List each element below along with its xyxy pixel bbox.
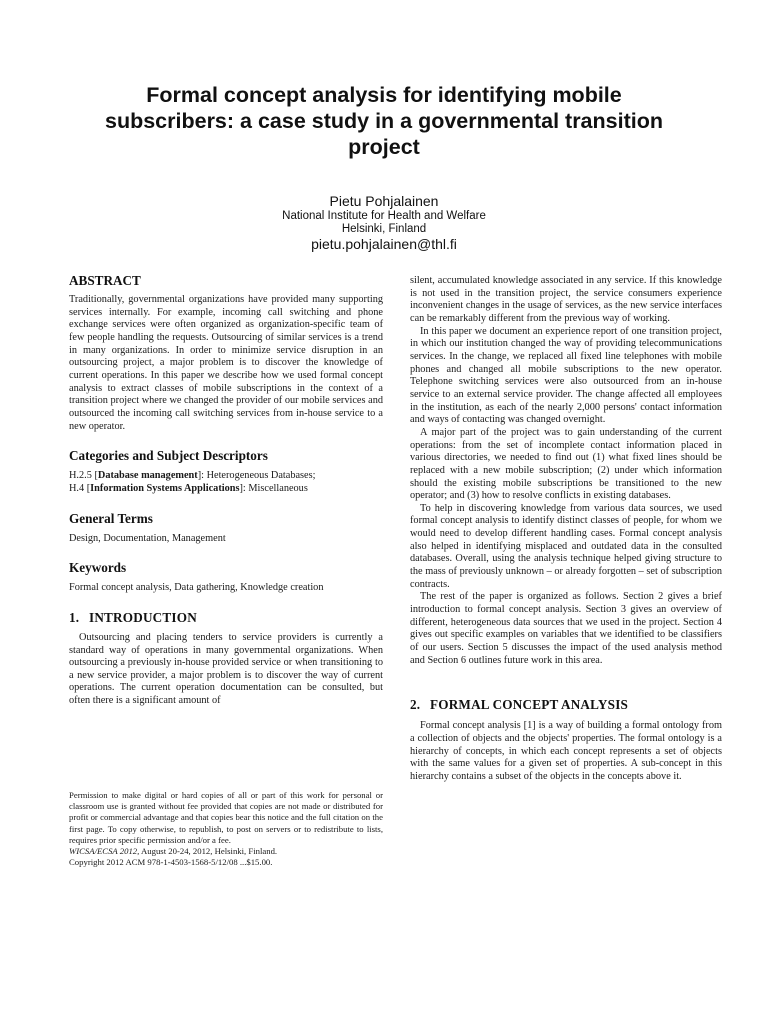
author-affiliation: National Institute for Health and Welfare	[282, 210, 486, 222]
category-2-desc: ]: Miscellaneous	[239, 482, 308, 494]
category-2-name: Information Systems Applications	[90, 482, 240, 494]
category-item-2	[69, 483, 383, 496]
permission-notice	[69, 790, 383, 868]
author-name: Pietu Pohjalainen	[329, 193, 439, 209]
intro-paragraph-1: Outsourcing and placing tenders to service providers is currently a standard way of operations in many governmental organizations. When outsourcing a previously in-house provided service or when transitioning to a new service provider, a major problem is to discover the way of current operations. The current operation documentation can be consulted, but often there is a significant amount of	[69, 631, 383, 707]
intro-title: INTRODUCTION	[89, 609, 197, 625]
fca-paragraph-1: Formal concept analysis [1] is a way of building a formal ontology from a collection of objects and the objects' properties. The formal ontology is a hierarchy of concepts, in which each concept represents a set of objects with the same values for a given set of properties. A sub-concept in this hierarchy contains a subset of the objects in the concepts above it.	[410, 720, 722, 782]
category-item-1	[69, 470, 383, 483]
venue-details: August 20-24, 2012, Helsinki, Finland.	[139, 846, 278, 857]
left-column	[69, 270, 383, 708]
general-terms-heading: General Terms	[69, 510, 153, 526]
intro-paragraph-4: To help in discovering knowledge from various data sources, we used formal concept analysis to identify distinct classes of people, for whom we would need to develop different handling cases. Formal concept analysis also helped in identifying misplaced and outdated data in the consulted databases. Overall, using the analysis technique helped giving structure to the mass of previously unknown – or already forgotten – set of subscription contracts.	[410, 502, 722, 590]
right-column	[410, 275, 722, 784]
category-1-name: Database management	[97, 470, 198, 482]
intro-heading	[69, 610, 383, 625]
copyright-line: Copyright 2012 ACM 978-1-4503-1568-5/12/08 ...$15.00.	[69, 857, 273, 868]
category-1-code: H.2.5 [	[69, 470, 98, 482]
author-location: Helsinki, Finland	[341, 223, 427, 235]
author-block	[184, 193, 584, 253]
fca-number: 2.	[410, 697, 421, 713]
category-2-code: H.4 [	[69, 482, 91, 494]
fca-heading	[410, 697, 722, 712]
categories-heading: Categories and Subject Descriptors	[69, 448, 268, 464]
permission-text: Permission to make digital or hard copies of all or part of this work for personal or classroom use is granted without fee provided that copies are not made or distributed for profit or commercial advantage and that copies bear this notice and the full citation on the first page. To copy otherwise, to republish, to post on servers or to redistribute to lists, requires prior specific permission and/or a fee.	[69, 790, 383, 845]
author-email: pietu.pohjalainen@thl.fi	[311, 236, 457, 252]
intro-paragraph-3: A major part of the project was to gain understanding of the current operations: from the set of incomplete contact information placed in various directories, we needed to find out (1) what fixed lines should be replaced with a new mobile subscription; (2) under which information should the existing mobile subscriptions be transitioned to the new operator; and (3) how to resolve conflicts in existing databases.	[410, 426, 722, 502]
category-1-desc: ]: Heterogeneous Databases;	[197, 470, 316, 482]
general-terms-text: Design, Documentation, Management	[69, 532, 226, 544]
abstract-heading: ABSTRACT	[69, 273, 141, 288]
intro-paragraph-2: In this paper we document an experience report of one transition project, in which our institution changed the way of providing telecommunications services. In the change, we replaced all fixed line telephones with mobile phones and changed all mobile subscriptions to the new operator. Telephone switching services were also outsourced from an in-house service to an external service provider. The change affected all employees in the institution, as each of the nearly 2,000 persons' contact information and ways of contacting was changed overnight.	[410, 325, 722, 426]
venue-line	[69, 846, 383, 857]
keywords-heading: Keywords	[69, 560, 127, 576]
venue-name: WICSA/ECSA 2012,	[69, 846, 140, 857]
paper-title: Formal concept analysis for identifying mobile subscribers: a case study in a governmental transition project	[105, 83, 663, 159]
intro-number: 1.	[69, 609, 80, 625]
abstract-text: Traditionally, governmental organizations have provided many supporting services internally. For example, incoming call switching and phone exchange services were often organized as organization-specific team of few people handling the requests. Outsourcing of similar services is a trend in many organizations. In order to minimize service disruption in an outsourcing project, a major problem is to discover the knowledge of current operations. In this paper we describe how we used formal concept analysis to extract classes of mobile subscriptions in the context of a transition project where we changed the provider of our mobile services and outsourced the incoming call switching services from in-house service to a new operator.	[69, 294, 383, 432]
keywords-text: Formal concept analysis, Data gathering, Knowledge creation	[69, 582, 324, 594]
intro-paragraph-5: The rest of the paper is organized as follows. Section 2 gives a brief introduction to formal concept analysis. Section 3 gives an overview of different, heterogeneous data sources that we used in the project. Section 4 gives out specific examples on variables that we identified to be classifiers of our users. Section 5 discusses the impact of the used analysis method and Section 6 outlines future work in this area.	[410, 591, 722, 666]
intro-paragraph-1-continued: silent, accumulated knowledge associated in any service. If this knowledge is not used in the transition project, the service consumers experience inconvenient changes in the usage of services, as the new service interfaces can be remarkably different from the previous way of working.	[410, 275, 722, 324]
fca-title: FORMAL CONCEPT ANALYSIS	[430, 697, 629, 713]
